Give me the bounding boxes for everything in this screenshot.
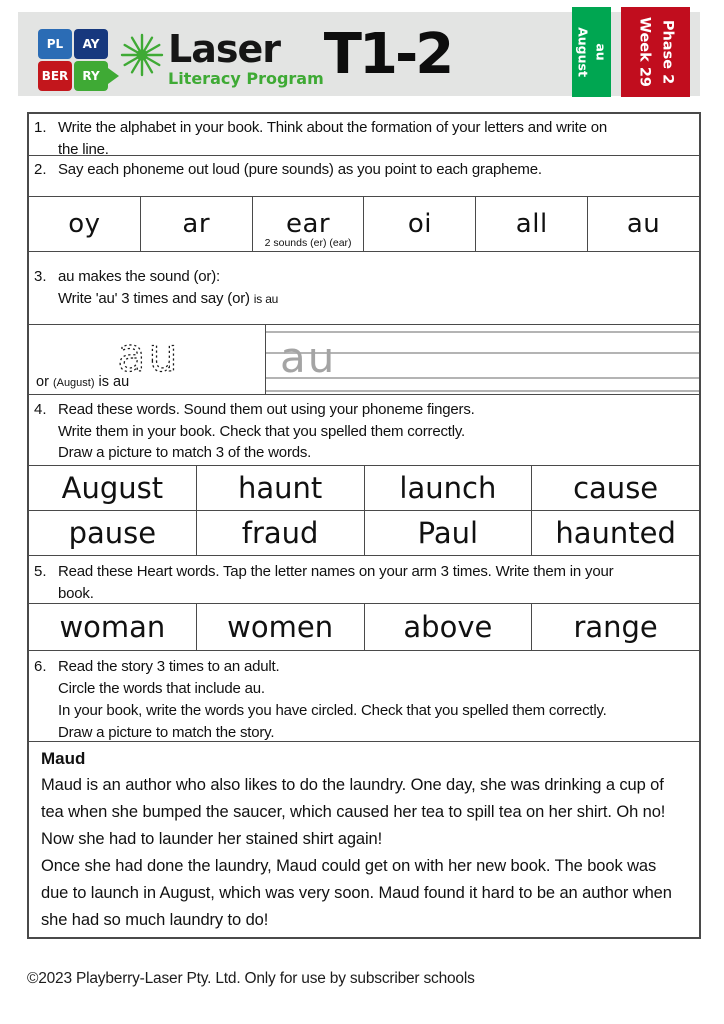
word-cell-cause: cause xyxy=(531,466,699,510)
item-line: Read these words. Sound them out using your phoneme fingers. xyxy=(58,401,475,418)
trace-hint xyxy=(36,374,129,390)
phoneme-cell-au xyxy=(587,197,699,251)
puzzle-piece-ry: RY xyxy=(74,61,108,91)
phoneme-cell-all xyxy=(475,197,587,251)
tab-phase-week xyxy=(621,7,690,97)
svg-text:au: au xyxy=(117,328,181,382)
phoneme-cell-oy xyxy=(29,197,140,251)
brand-text xyxy=(168,27,324,88)
item-line: Draw a picture to match 3 of the words. xyxy=(58,444,312,461)
word-cell-haunted: haunted xyxy=(531,511,699,555)
item-line xyxy=(58,288,693,311)
task-item-5 xyxy=(29,555,699,603)
item-line: Read these Heart words. Tap the letter names on your arm 3 times. Write them in your xyxy=(58,563,614,580)
task-item-3 xyxy=(29,251,699,324)
brand-laser: Laser xyxy=(168,27,280,71)
phoneme-label: au xyxy=(626,209,661,239)
puzzle-piece-ay: AY xyxy=(74,29,108,59)
phoneme-cell-oi xyxy=(363,197,475,251)
item-line: Circle the words that include au. xyxy=(58,680,265,697)
word-cell-pause: pause xyxy=(68,516,157,550)
tab-phase-line: Phase 2 xyxy=(659,19,675,85)
word-grid-row-2 xyxy=(29,510,699,555)
item-text xyxy=(58,399,693,465)
hint-august: (August) xyxy=(52,377,95,389)
item-line: au makes the sound (or): xyxy=(58,268,220,285)
task-item-1 xyxy=(29,114,699,158)
tab-au-line: au xyxy=(593,43,608,61)
item-line: In your book, write the words you have circled. Check that you spelled them correctly. xyxy=(58,702,607,719)
trace-letter-cell xyxy=(29,325,266,394)
worksheet-code-t1-2: T1-2 xyxy=(323,22,452,87)
item-text xyxy=(58,159,693,196)
phoneme-label: all xyxy=(515,209,548,239)
brand-literacy-program: Literacy Program xyxy=(168,69,324,88)
item-line-small: is au xyxy=(253,291,279,306)
phoneme-cell-ear xyxy=(252,197,364,251)
handwriting-lines-cell xyxy=(266,325,699,394)
phoneme-label: oy xyxy=(68,209,101,239)
tab-august-line: August xyxy=(575,27,590,77)
laser-starburst-icon xyxy=(120,33,164,77)
word-cell-august: August xyxy=(61,471,164,505)
item-line: Say each phoneme out loud (pure sounds) as you point to each grapheme. xyxy=(58,161,542,178)
word-grid-row-1 xyxy=(29,465,699,510)
task-item-2 xyxy=(29,155,699,196)
hint-or: or xyxy=(36,374,49,390)
item-number: 6. xyxy=(34,658,47,675)
item-number: 5. xyxy=(34,563,47,580)
heart-word-women: women xyxy=(196,604,364,650)
heart-word-grid xyxy=(29,603,699,650)
item-number: 2. xyxy=(34,161,47,178)
item-line: Draw a picture to match the story. xyxy=(58,724,275,741)
item-number: 1. xyxy=(34,119,47,136)
heart-word-range: range xyxy=(531,604,699,650)
task-item-6 xyxy=(29,650,699,741)
story-title: Maud xyxy=(41,749,86,768)
puzzle-piece-pl: PL xyxy=(38,29,72,59)
item-line-main: Write 'au' 3 times and say (or) xyxy=(58,289,254,307)
handwriting-line xyxy=(266,390,699,392)
item-text xyxy=(58,117,693,158)
item-number: 4. xyxy=(34,401,47,418)
worksheet-table xyxy=(27,112,701,939)
tab-phase-week-text xyxy=(636,7,675,97)
heart-word-above: above xyxy=(364,604,532,650)
item-number: 3. xyxy=(34,268,47,285)
item-line: Read the story 3 times to an adult. xyxy=(58,658,280,675)
phoneme-note: 2 sounds (er) (ear) xyxy=(264,237,352,249)
playberry-puzzle-logo xyxy=(38,29,108,91)
item-line: Write them in your book. Check that you spelled them correctly. xyxy=(58,422,466,440)
item-text xyxy=(58,561,693,603)
tracing-row xyxy=(29,324,699,394)
playberry-laser-logo xyxy=(38,22,452,91)
word-cell-paul: Paul xyxy=(364,511,532,555)
word-cell-launch: launch xyxy=(364,466,532,510)
heart-word-woman: woman xyxy=(59,610,166,644)
word-cell-fraud: fraud xyxy=(196,511,364,555)
footer-copyright: ©2023 Playberry-Laser Pty. Ltd. Only for use by subscriber schools xyxy=(27,970,475,987)
item-text xyxy=(58,656,693,741)
phoneme-cell-ar xyxy=(140,197,252,251)
tab-week-line: Week 29 xyxy=(636,16,652,87)
puzzle-arrow-icon xyxy=(108,68,119,84)
item-line: Write the alphabet in your book. Think about the formation of your letters and write on xyxy=(58,119,608,136)
gray-guide-au: au xyxy=(280,333,337,382)
hint-is-au: is au xyxy=(98,374,130,390)
phoneme-grid xyxy=(29,196,699,251)
story-cell xyxy=(29,741,699,937)
phoneme-label: oi xyxy=(407,209,432,239)
item-text xyxy=(58,266,693,324)
puzzle-piece-ber: BER xyxy=(38,61,72,91)
phoneme-label: ear xyxy=(286,209,331,239)
story-paragraph: Maud is an author who also likes to do the laundry. One day, she was drinking a cup of tea when she bumped the saucer, which caused her tea to spill tea on her shirt. Oh no! Now she had to launder her stained shirt again! xyxy=(41,776,666,848)
item-line: book. xyxy=(58,584,94,602)
word-cell-haunt: haunt xyxy=(196,466,364,510)
phoneme-label: ar xyxy=(182,209,211,239)
item-line: the line. xyxy=(58,140,109,158)
task-item-4 xyxy=(29,394,699,465)
tab-au-august xyxy=(572,7,611,97)
story-paragraph: Once she had done the laundry, Maud could get on with her new book. The book was due to launch in August, which was very soon. Maud found it hard to be an author when she had so much laundry to do! xyxy=(41,857,672,929)
tab-au-august-text xyxy=(575,7,608,97)
